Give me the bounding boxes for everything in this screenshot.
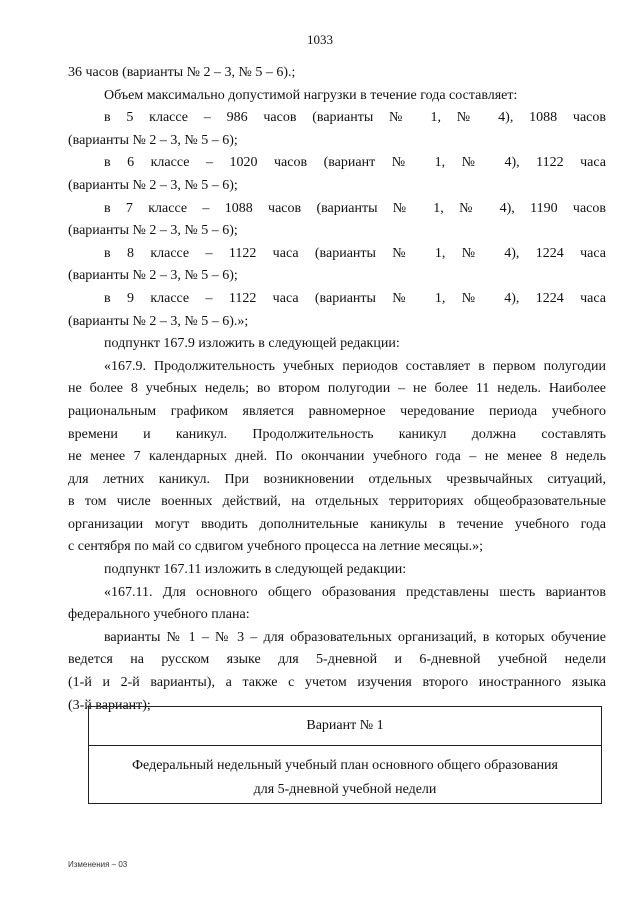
text-line: «167.9. Продолжительность учебных периодов составляет в первом полугодии [104, 358, 606, 374]
text-line: не менее 7 календарных дней. По окончании учебного года – не менее 8 недель [68, 449, 606, 465]
text-line: федерального учебного плана: [68, 607, 250, 623]
text-line: подпункт 167.9 изложить в следующей редакции: [104, 336, 400, 352]
text-line: (варианты № 2 – 3, № 5 – 6); [68, 223, 238, 239]
variant-table [88, 706, 602, 804]
text-line: в 6 классе – 1020 часов (вариант № 1, № 4), 1122 часа [104, 155, 606, 171]
text-line: в 7 классе – 1088 часов (варианты № 1, № 4), 1190 часов [104, 200, 606, 216]
variant-table-header: Вариант № 1 [89, 707, 601, 746]
text-line: в 5 классе – 986 часов (варианты № 1, № 4), 1088 часов [104, 110, 606, 126]
text-line: (3-й вариант); [68, 697, 151, 713]
text-line: для летних каникул. При возникновении отдельных чрезвычайных ситуаций, [68, 471, 606, 487]
variant-table-description-line-2: для 5-дневной учебной недели [253, 782, 437, 797]
page-number: 1033 [307, 32, 333, 47]
variant-table-description-line-1: Федеральный недельный учебный план основного общего образования [131, 758, 558, 773]
text-line: Объем максимально допустимой нагрузки в течение года составляет: [104, 87, 518, 103]
text-line: в том числе военных действий, на отдельных территориях общеобразовательные [68, 494, 606, 510]
footer-revision: Изменения – 03 [68, 860, 128, 869]
text-line: «167.11. Для основного общего образования представлены шесть вариантов [104, 584, 606, 600]
text-line: ведется на русском языке для 5-дневной и 6-дневной учебной недели [68, 652, 606, 668]
text-line: не более 8 учебных недель; во втором полугодии – не более 11 недель. Наиболее [68, 381, 606, 397]
text-line: рациональным графиком является равномерное чередование периода учебного [68, 403, 606, 419]
text-line: времени и каникул. Продолжительность каникул должна составлять [68, 426, 606, 442]
text-line: подпункт 167.11 изложить в следующей редакции: [104, 562, 407, 578]
document-body [68, 62, 606, 717]
text-line: в 9 классе – 1122 часа (варианты № 1, № 4), 1224 часа [104, 290, 606, 306]
text-line: с сентября по май со сдвигом учебного процесса на летние месяцы.»; [68, 539, 484, 555]
text-line: (варианты № 2 – 3, № 5 – 6).»; [68, 313, 249, 329]
text-line: (варианты № 2 – 3, № 5 – 6); [68, 177, 238, 193]
text-line: (варианты № 2 – 3, № 5 – 6); [68, 132, 238, 148]
variant-table-description [89, 746, 601, 802]
text-line: организации могут вводить дополнительные каникулы в течение учебного года [68, 516, 606, 532]
text-line: варианты № 1 – № 3 – для образовательных организаций, в которых обучение [104, 629, 606, 645]
text-line: в 8 классе – 1122 часа (варианты № 1, № 4), 1224 часа [104, 245, 606, 261]
text-line: (1-й и 2-й варианты), а также с учетом изучения второго иностранного языка [68, 675, 606, 691]
text-line: (варианты № 2 – 3, № 5 – 6); [68, 268, 238, 284]
text-line: 36 часов (варианты № 2 – 3, № 5 – 6).; [68, 65, 296, 80]
